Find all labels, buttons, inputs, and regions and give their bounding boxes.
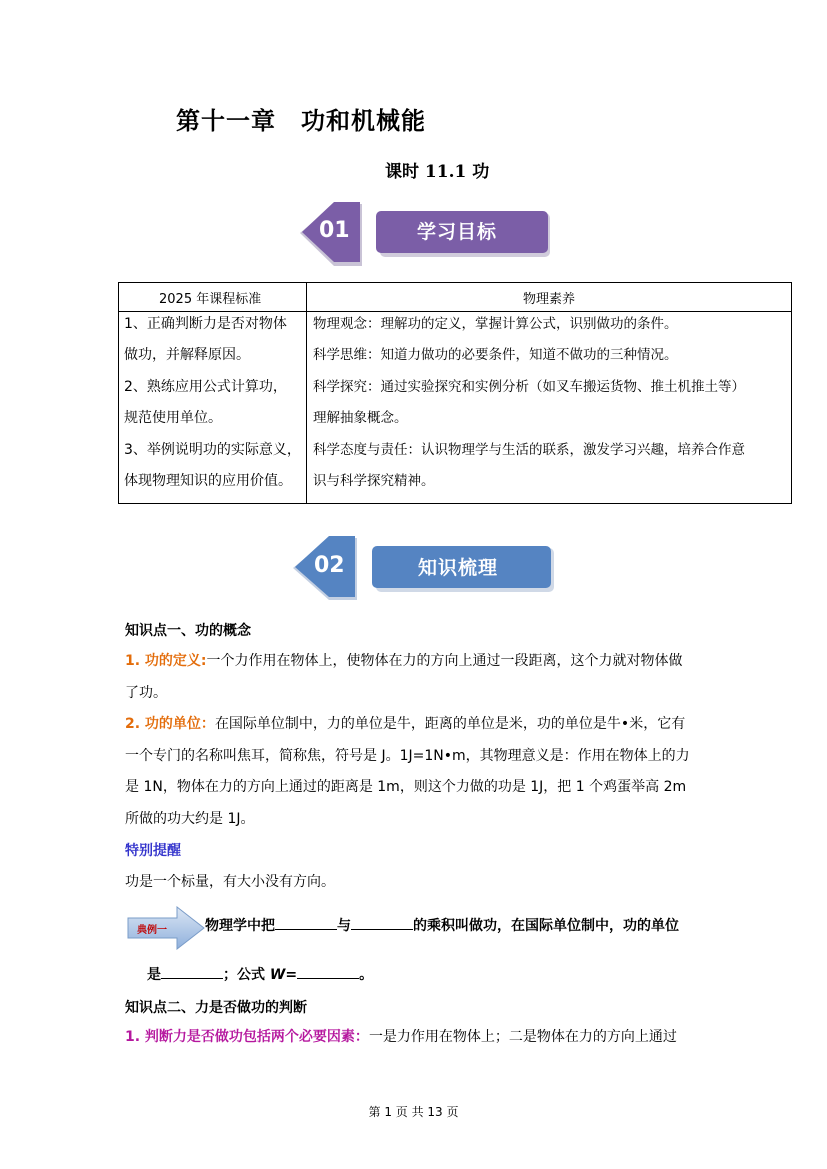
- example-text: 物理学中把: [205, 918, 275, 934]
- example-text: 。: [359, 967, 374, 983]
- table-cell-line: 理解抽象概念。: [313, 410, 408, 426]
- unit-text: 在国际单位制中，力的单位是牛，距离的单位是米，功的单位是牛•米，它有: [214, 716, 686, 732]
- table-divider: [306, 283, 307, 503]
- table-cell-line: 科学探究：通过实验探究和实例分析（如叉车搬运货物、推土机推土等）: [313, 379, 745, 395]
- table-cell-line: 3、举例说明功的实际意义，: [124, 442, 301, 458]
- example-badge: [127, 906, 205, 950]
- judge-text: 一是力作用在物体上；二是物体在力的方向上通过: [368, 1029, 677, 1045]
- table-header-standard: 2025 年课程标准: [159, 292, 262, 307]
- unit-text: 所做的功大约是 1J。: [125, 810, 255, 827]
- page-number: 第 1 页 共 13 页: [368, 1105, 459, 1119]
- lesson-title: 课时 11.1 功: [385, 162, 490, 182]
- table-cell-line: 识与科学探究精神。: [313, 473, 435, 489]
- table-cell-line: 1、正确判断力是否对物体: [124, 316, 287, 332]
- definition-text: 了功。: [125, 684, 167, 701]
- objectives-table: [118, 282, 792, 504]
- answer-blank[interactable]: [275, 915, 337, 930]
- table-cell-line: 做功，并解释原因。: [124, 347, 250, 363]
- example-text: =: [285, 967, 298, 983]
- example-text: 是: [147, 967, 161, 983]
- example-text: ；公式: [223, 967, 270, 983]
- table-cell-line: 科学思维：知道力做功的必要条件，知道不做功的三种情况。: [313, 347, 678, 363]
- example-question-continued: [147, 960, 373, 992]
- definition-paragraph: [125, 646, 715, 709]
- tip-title: 特别提醒: [125, 843, 181, 859]
- example-question: [205, 911, 679, 943]
- section-banner-knowledge: [293, 536, 555, 602]
- section-label: 知识梳理: [418, 557, 499, 579]
- table-cell-line: 规范使用单位。: [124, 410, 222, 426]
- section-label: 学习目标: [417, 221, 498, 243]
- definition-text: 一个力作用在物体上，使物体在力的方向上通过一段距离，这个力就对物体做: [206, 653, 683, 669]
- chapter-title: 第十一章 功和机械能: [176, 106, 426, 135]
- knowledge-point-heading: 知识点一、功的概念: [125, 623, 251, 639]
- example-badge-label: 典例一: [137, 925, 167, 936]
- unit-text: 一个专门的名称叫焦耳，简称焦，符号是 J。1J=1N•m，其物理意义是：作用在物体上的力: [125, 747, 690, 764]
- formula-variable: W: [269, 967, 286, 983]
- example-text: 的乘积叫做功，在国际单位制中，功的单位: [413, 918, 679, 934]
- tip-text: 功是一个标量，有大小没有方向。: [125, 874, 335, 890]
- section-number: 02: [314, 553, 345, 578]
- table-header-literacy: 物理素养: [523, 292, 576, 307]
- judge-paragraph: [125, 1022, 677, 1054]
- section-number: 01: [319, 218, 350, 243]
- answer-blank[interactable]: [351, 915, 413, 930]
- judge-label: 1. 判断力是否做功包括两个必要因素：: [125, 1029, 369, 1045]
- answer-blank[interactable]: [297, 964, 359, 979]
- table-cell-line: 科学态度与责任：认识物理学与生活的联系，激发学习兴趣，培养合作意: [313, 442, 745, 458]
- section-banner-objectives: [300, 202, 552, 268]
- unit-label: 2. 功的单位：: [125, 716, 215, 732]
- table-cell-line: 2、熟练应用公式计算功，: [124, 379, 287, 395]
- unit-text: 是 1N，物体在力的方向上通过的距离是 1m，则这个力做的功是 1J，把 1 个鸡蛋举高 2m: [125, 779, 687, 795]
- example-text: 与: [337, 918, 351, 934]
- table-cell-line: 体现物理知识的应用价值。: [124, 473, 292, 489]
- table-cell-line: 物理观念：理解功的定义，掌握计算公式，识别做功的条件。: [313, 316, 678, 332]
- unit-paragraph: [125, 709, 725, 835]
- definition-label: 1. 功的定义:: [125, 653, 207, 669]
- knowledge-point-heading: 知识点二、力是否做功的判断: [125, 1000, 307, 1016]
- answer-blank[interactable]: [161, 964, 223, 979]
